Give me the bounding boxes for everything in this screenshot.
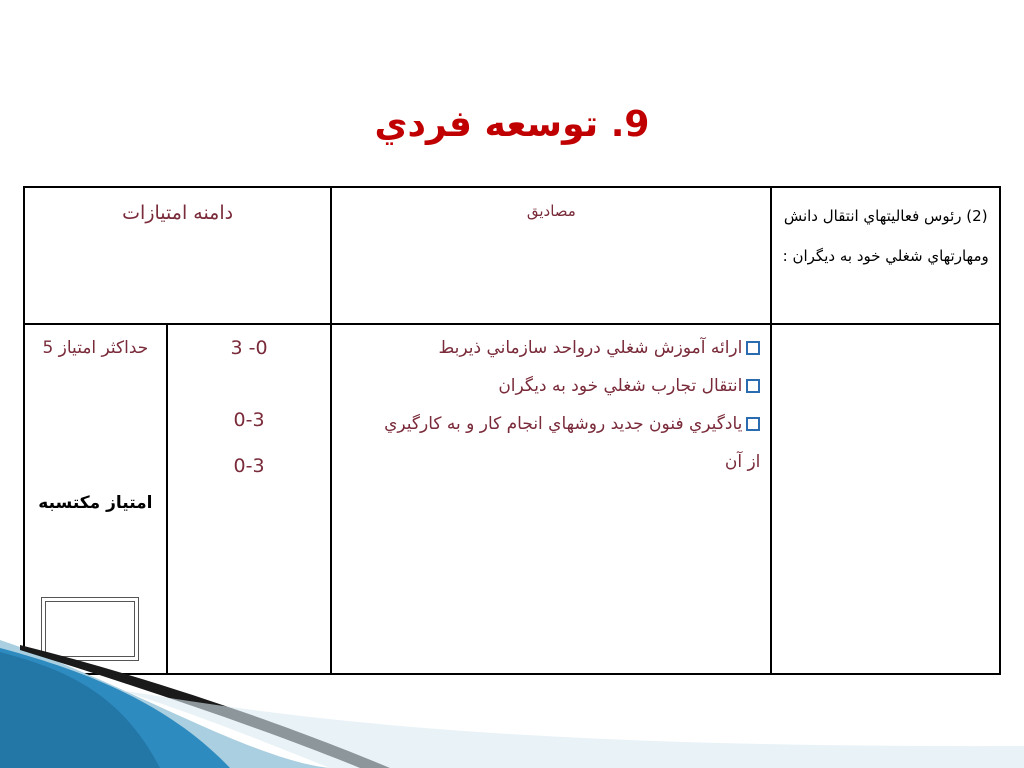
max-score-label: حداكثر امتياز 5	[42, 338, 149, 358]
criteria-item-text: انتقال تجارب شغلي خود به ديگران	[498, 376, 743, 396]
activity-header: (2) رئوس فعاليتهاي انتقال دانش ومهارتهاي شغلي خود به ديگران :	[782, 207, 989, 265]
score-range-1: 3 -0	[230, 337, 268, 359]
criteria-header: مصاديق	[526, 202, 576, 220]
page-title: 9. توسعه فردي	[374, 104, 650, 145]
score-range-3: 0-3	[233, 455, 265, 477]
score-range-2: 0-3	[233, 409, 265, 431]
criteria-item-text: ارائه آموزش شغلي درواحد سازماني ذيربط	[438, 338, 743, 358]
score-range-header: دامنه امتيازات	[122, 202, 234, 224]
criteria-item-text: يادگيري فنون جديد روشهاي انجام كار و به كارگيري از آن	[384, 414, 761, 472]
earned-score-label: امتياز مكتسبه	[38, 493, 153, 513]
